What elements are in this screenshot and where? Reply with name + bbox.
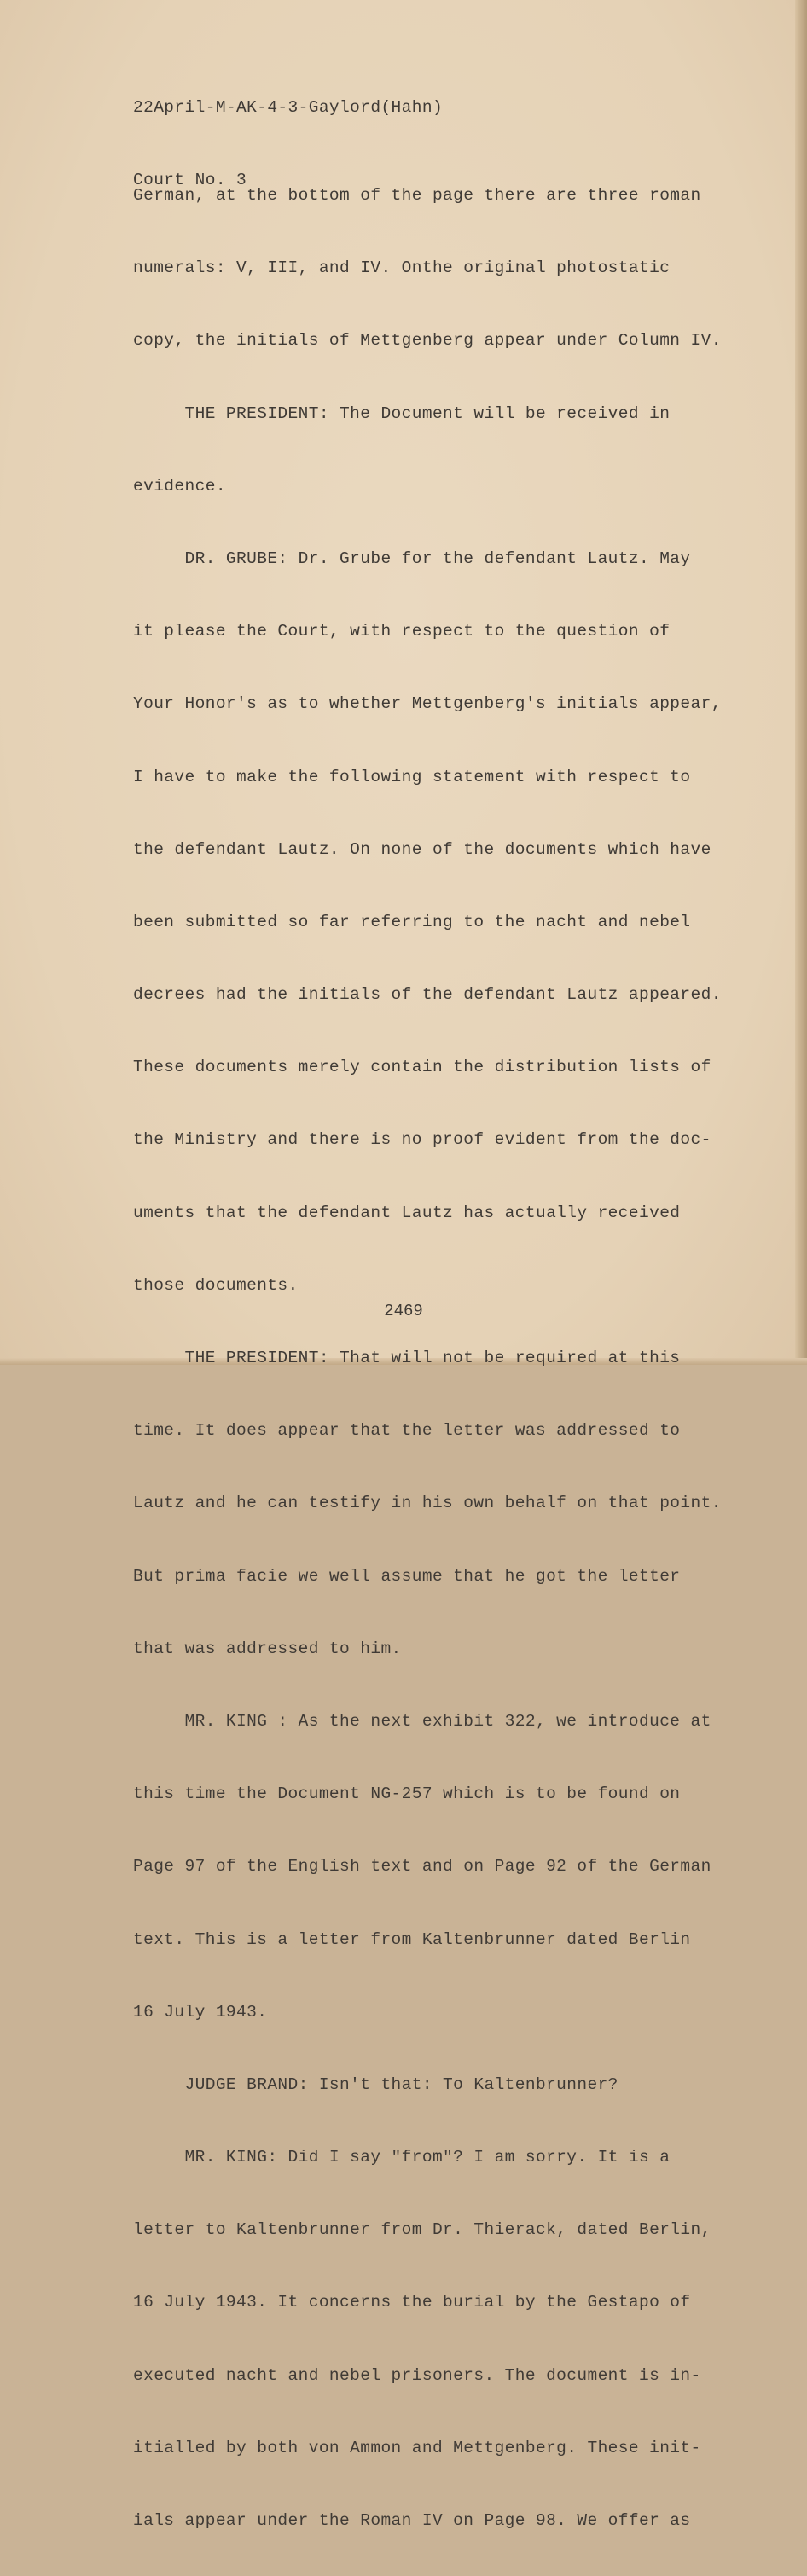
paper-edge-shadow bbox=[795, 0, 807, 1365]
text-line: that was addressed to him. bbox=[133, 1639, 402, 1658]
text-line: it please the Court, with respect to the question of bbox=[133, 622, 671, 641]
text-line: text. This is a letter from Kaltenbrunner dated Berlin bbox=[133, 1929, 691, 1949]
text-line: THE PRESIDENT: The Document will be received in bbox=[133, 403, 671, 423]
text-line: 16 July 1943. It concerns the burial by the Gestapo of bbox=[133, 2293, 691, 2312]
text-line: the Ministry and there is no proof evident from the doc- bbox=[133, 1130, 711, 1150]
text-line: those documents. bbox=[133, 1275, 299, 1295]
text-line: Page 97 of the English text and on Page 92 of the German bbox=[133, 1857, 711, 1877]
text-line: 16 July 1943. bbox=[133, 2002, 268, 2022]
text-line: MR. KING: Did I say "from"? I am sorry. It is a bbox=[133, 2148, 671, 2167]
text-line: MR. KING : As the next exhibit 322, we introduce at bbox=[133, 1711, 711, 1731]
text-line: JUDGE BRAND: Isn't that: To Kaltenbrunner? bbox=[133, 2074, 618, 2094]
text-line: executed nacht and nebel prisoners. The document is in- bbox=[133, 2365, 701, 2385]
page-number: 2469 bbox=[384, 1302, 423, 1320]
text-line: letter to Kaltenbrunner from Dr. Thierack, dated Berlin, bbox=[133, 2220, 711, 2240]
text-line: this time the Document NG-257 which is to be found on bbox=[133, 1784, 681, 1804]
text-line: decrees had the initials of the defendant Lautz appeared. bbox=[133, 985, 722, 1005]
text-line: THE PRESIDENT: That will not be required at this bbox=[133, 1349, 681, 1367]
transcript-body bbox=[133, 141, 747, 2576]
text-line: DR. GRUBE: Dr. Grube for the defendant Lautz. May bbox=[133, 548, 691, 568]
text-line: Your Honor's as to whether Mettgenberg's initials appear, bbox=[133, 694, 722, 714]
text-line: been submitted so far referring to the nacht and nebel bbox=[133, 912, 691, 931]
text-line: the defendant Lautz. On none of the documents which have bbox=[133, 839, 711, 859]
header-court: Court No. 3 bbox=[133, 171, 247, 189]
text-line: itialled by both von Ammon and Mettgenberg. These init- bbox=[133, 2438, 701, 2457]
text-line: numerals: V, III, and IV. Onthe original photostatic bbox=[133, 258, 671, 278]
text-line: copy, the initials of Mettgenberg appear under Column IV. bbox=[133, 331, 722, 351]
text-line: time. It does appear that the letter was addressed to bbox=[133, 1421, 681, 1441]
text-line: German, at the bottom of the page there are three roman bbox=[133, 186, 701, 205]
text-line: Lautz and he can testify in his own behalf on that point. bbox=[133, 1494, 722, 1513]
text-line: I have to make the following statement with respect to bbox=[133, 767, 691, 786]
text-line: These documents merely contain the distribution lists of bbox=[133, 1058, 711, 1077]
text-line: evidence. bbox=[133, 476, 226, 496]
text-line: But prima facie we well assume that he got the letter bbox=[133, 1566, 681, 1586]
text-line: uments that the defendant Lautz has actually received bbox=[133, 1203, 681, 1222]
header-reference: 22April-M-AK-4-3-Gaylord(Hahn) bbox=[133, 98, 444, 117]
text-line: ials appear under the Roman IV on Page 98. We offer as bbox=[133, 2511, 691, 2530]
